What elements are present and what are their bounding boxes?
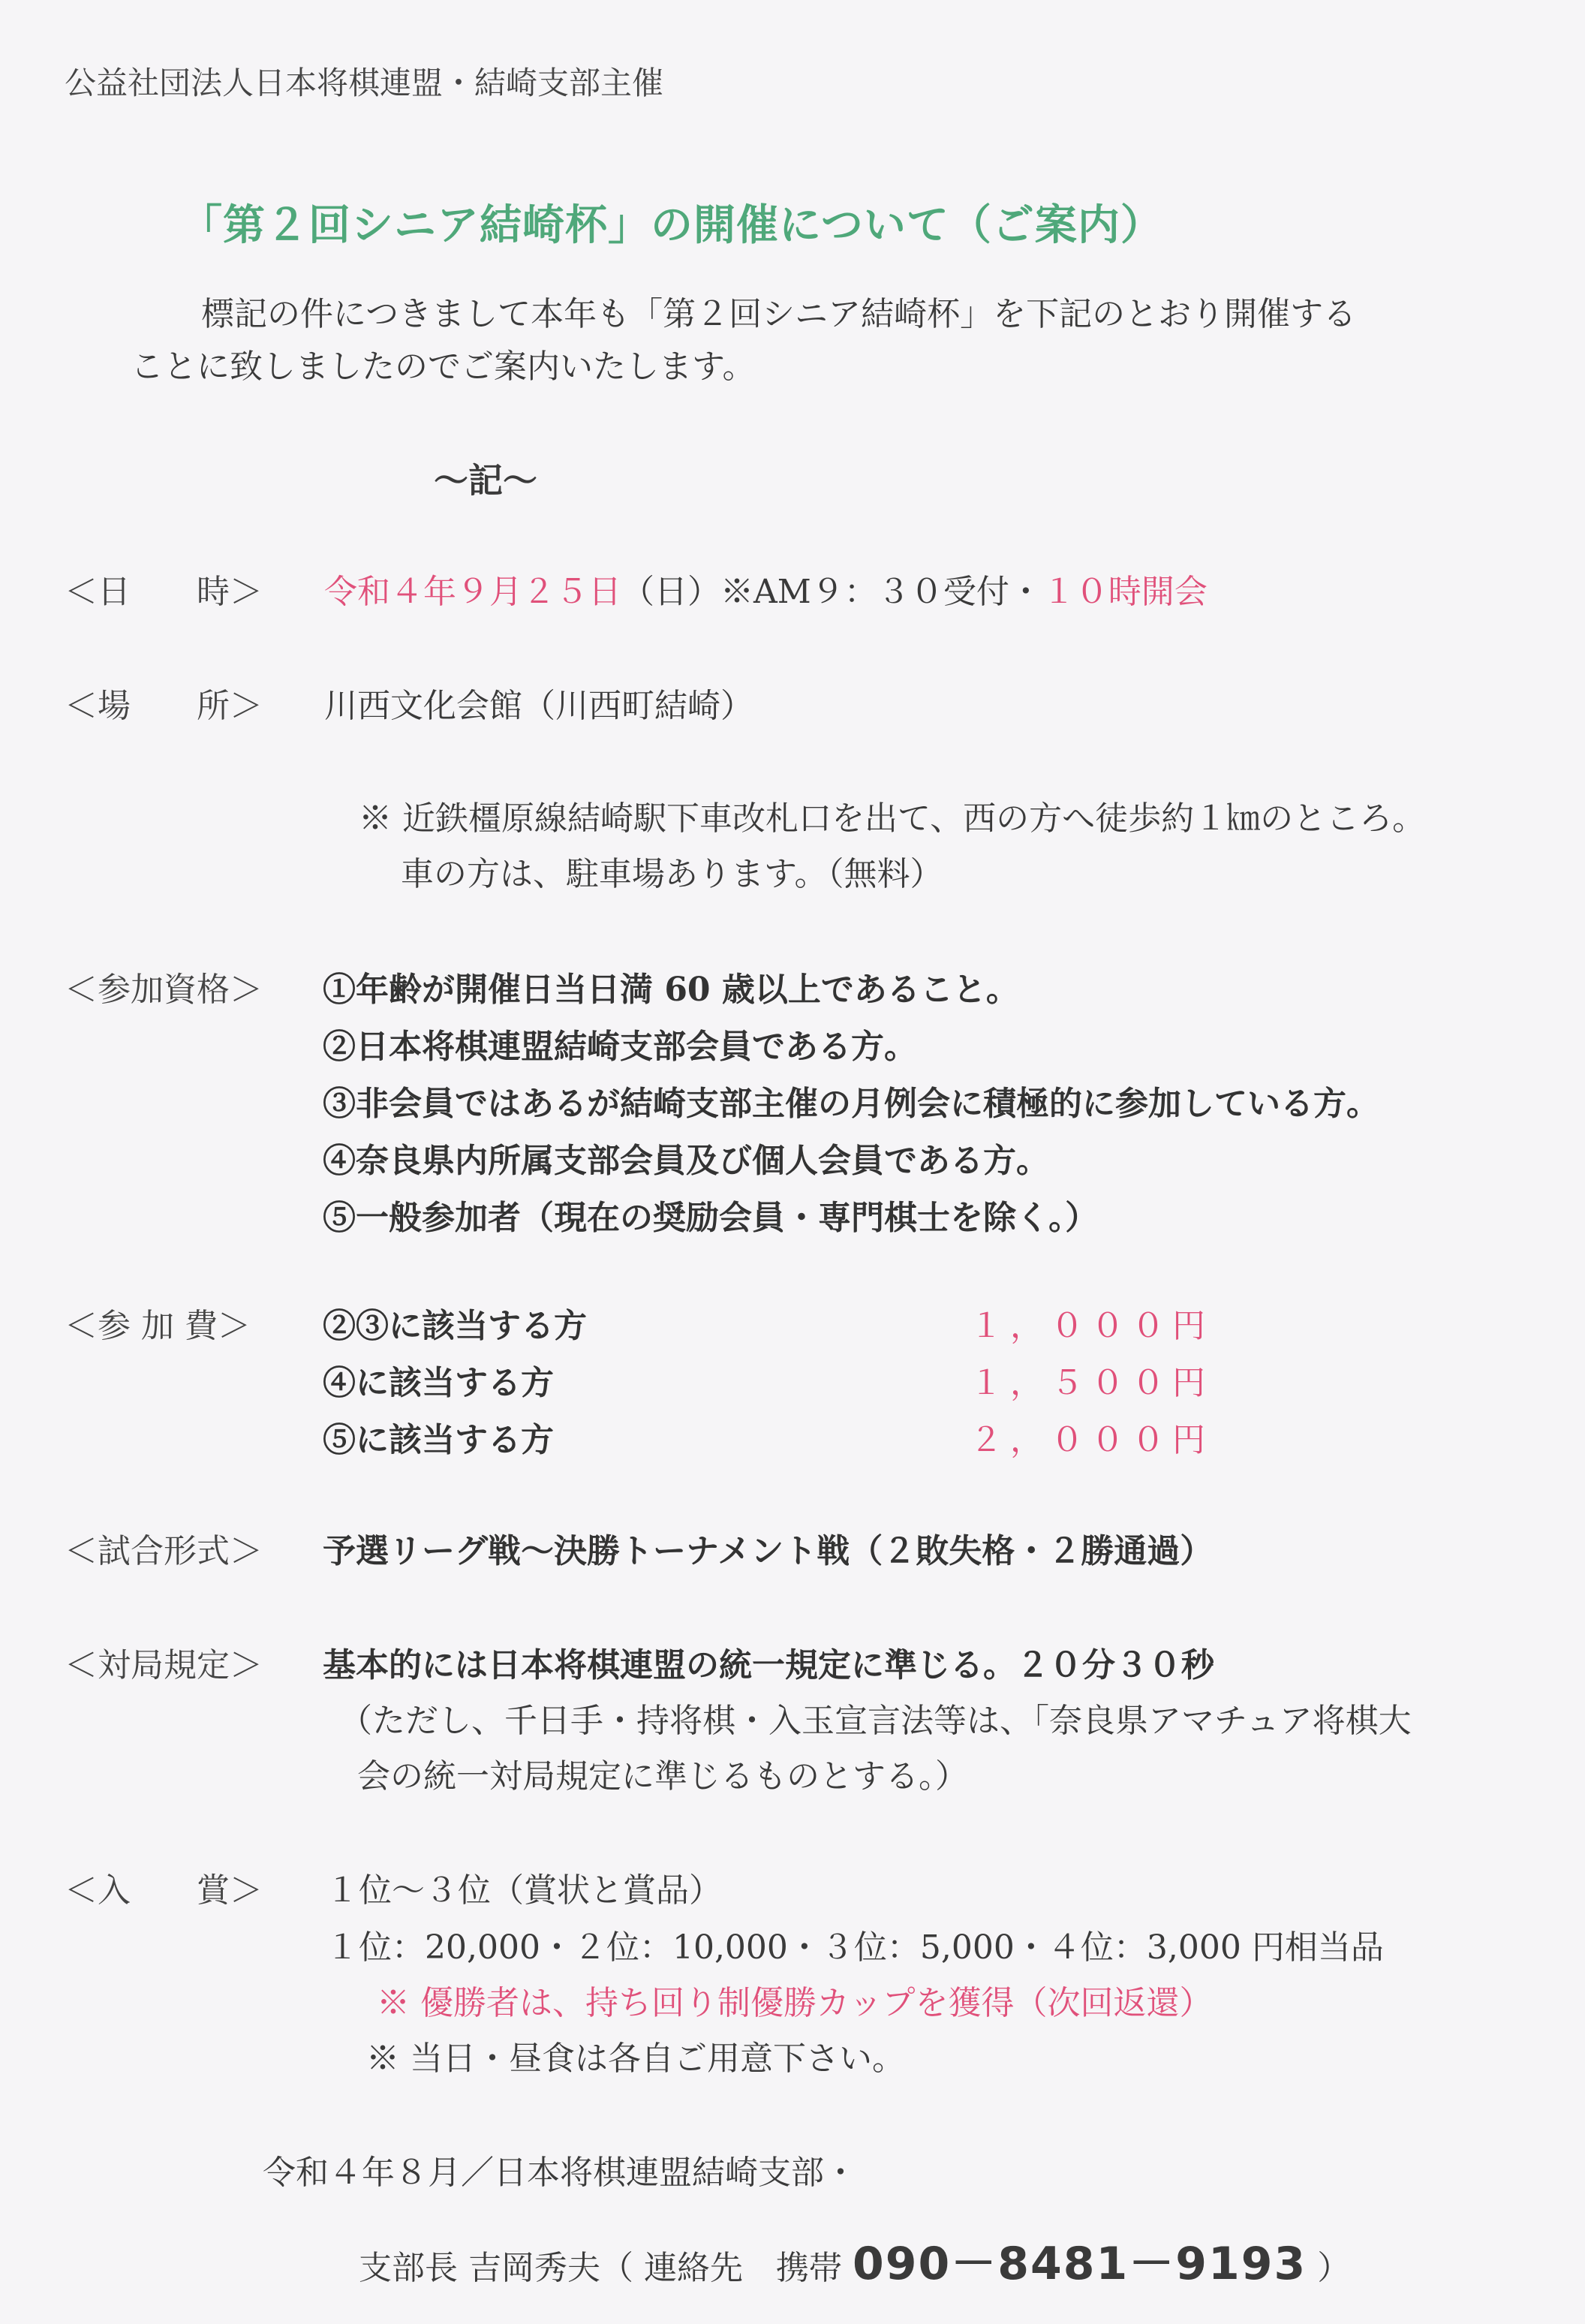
eligibility-item: ④奈良県内所属支部会員及び個人会員である方。 — [323, 1142, 1049, 1180]
organizer-header: 公益社団法人日本将棋連盟・結崎支部主催 — [65, 65, 664, 101]
venue-label: ＜場 所＞ — [65, 687, 263, 725]
page-title: 「第２回シニア結崎杯」の開催について（ご案内） — [180, 201, 1163, 250]
fee-label: ＜参 加 費＞ — [65, 1307, 251, 1345]
venue-value: 川西文化会館（川西町結崎） — [324, 687, 753, 725]
fee-row-amount: １，５００円 — [970, 1364, 1213, 1402]
footer-contact — [359, 2228, 1350, 2292]
prizes-label: ＜入 賞＞ — [65, 1871, 263, 1910]
rules-note-1: （ただし、千日手・持将棋・入玉宣言法等は、「奈良県アマチュア将棋大 — [339, 1702, 1412, 1740]
contact-name: 支部長 吉岡秀夫（ 連絡先 携帯 — [359, 2249, 842, 2287]
rules-value: 基本的には日本将棋連盟の統一規定に準じる。２０分３０秒 — [323, 1646, 1214, 1684]
eligibility-item: ⑤一般参加者（現在の奨励会員・専門棋士を除く。） — [323, 1199, 1099, 1237]
eligibility-item: ①年齢が開催日当日満 60 歳以上であること。 — [323, 971, 1019, 1009]
footer-date-org: 令和４年８月／日本将棋連盟結崎支部・ — [263, 2154, 857, 2192]
fee-row-who: ④に該当する方 — [323, 1364, 554, 1402]
ki-heading: ～記～ — [434, 460, 537, 501]
prizes-line-2: １位：20,000・２位：10,000・３位：5,000・４位：3,000 円相当品 — [326, 1928, 1384, 1967]
datetime-value — [324, 564, 1208, 613]
event-date: 令和４年９月２５日 — [324, 573, 621, 611]
rules-label: ＜対局規定＞ — [65, 1646, 263, 1684]
reception-time: （日）※AM９：３０受付・ — [621, 573, 1042, 611]
format-label: ＜試合形式＞ — [65, 1532, 263, 1570]
intro-line-1: 標記の件につきまして本年も「第２回シニア結崎杯」を下記のとおり開催する — [201, 295, 1357, 333]
intro-line-2: ことに致しましたのでご案内いたします。 — [131, 348, 756, 386]
fee-row-amount: １，０００円 — [970, 1307, 1213, 1345]
eligibility-item: ③非会員ではあるが結崎支部主催の月例会に積極的に参加している方。 — [323, 1085, 1379, 1123]
rules-note-2: 会の統一対局規定に準じるものとする。） — [357, 1757, 968, 1796]
venue-note-access: ※ 近鉄橿原線結崎駅下車改札口を出て、西の方へ徒歩約１㎞のところ。 — [359, 799, 1426, 838]
venue-note-parking: 車の方は、駐車場あります。（無料） — [401, 855, 943, 893]
fee-row-who: ②③に該当する方 — [323, 1307, 587, 1345]
opening-time: １０時開会 — [1042, 573, 1208, 611]
prizes-note-cup: ※ 優勝者は、持ち回り制優勝カップを獲得（次回返還） — [377, 1984, 1213, 2022]
contact-close: ） — [1317, 2249, 1351, 2287]
fee-row-amount: ２，０００円 — [970, 1421, 1213, 1459]
datetime-label: ＜日 時＞ — [65, 573, 263, 611]
prizes-note-lunch: ※ 当日・昼食は各自ご用意下さい。 — [366, 2040, 905, 2078]
eligibility-list — [323, 962, 1379, 1248]
eligibility-item: ②日本将棋連盟結崎支部会員である方。 — [323, 1028, 917, 1066]
contact-phone: 090－8481－9193 — [852, 2238, 1307, 2290]
format-value: 予選リーグ戦～決勝トーナメント戦（２敗失格・２勝通過） — [323, 1532, 1214, 1570]
fee-row-who: ⑤に該当する方 — [323, 1421, 554, 1459]
eligibility-label: ＜参加資格＞ — [65, 971, 263, 1009]
prizes-line-1: １位～３位（賞状と賞品） — [326, 1871, 722, 1910]
